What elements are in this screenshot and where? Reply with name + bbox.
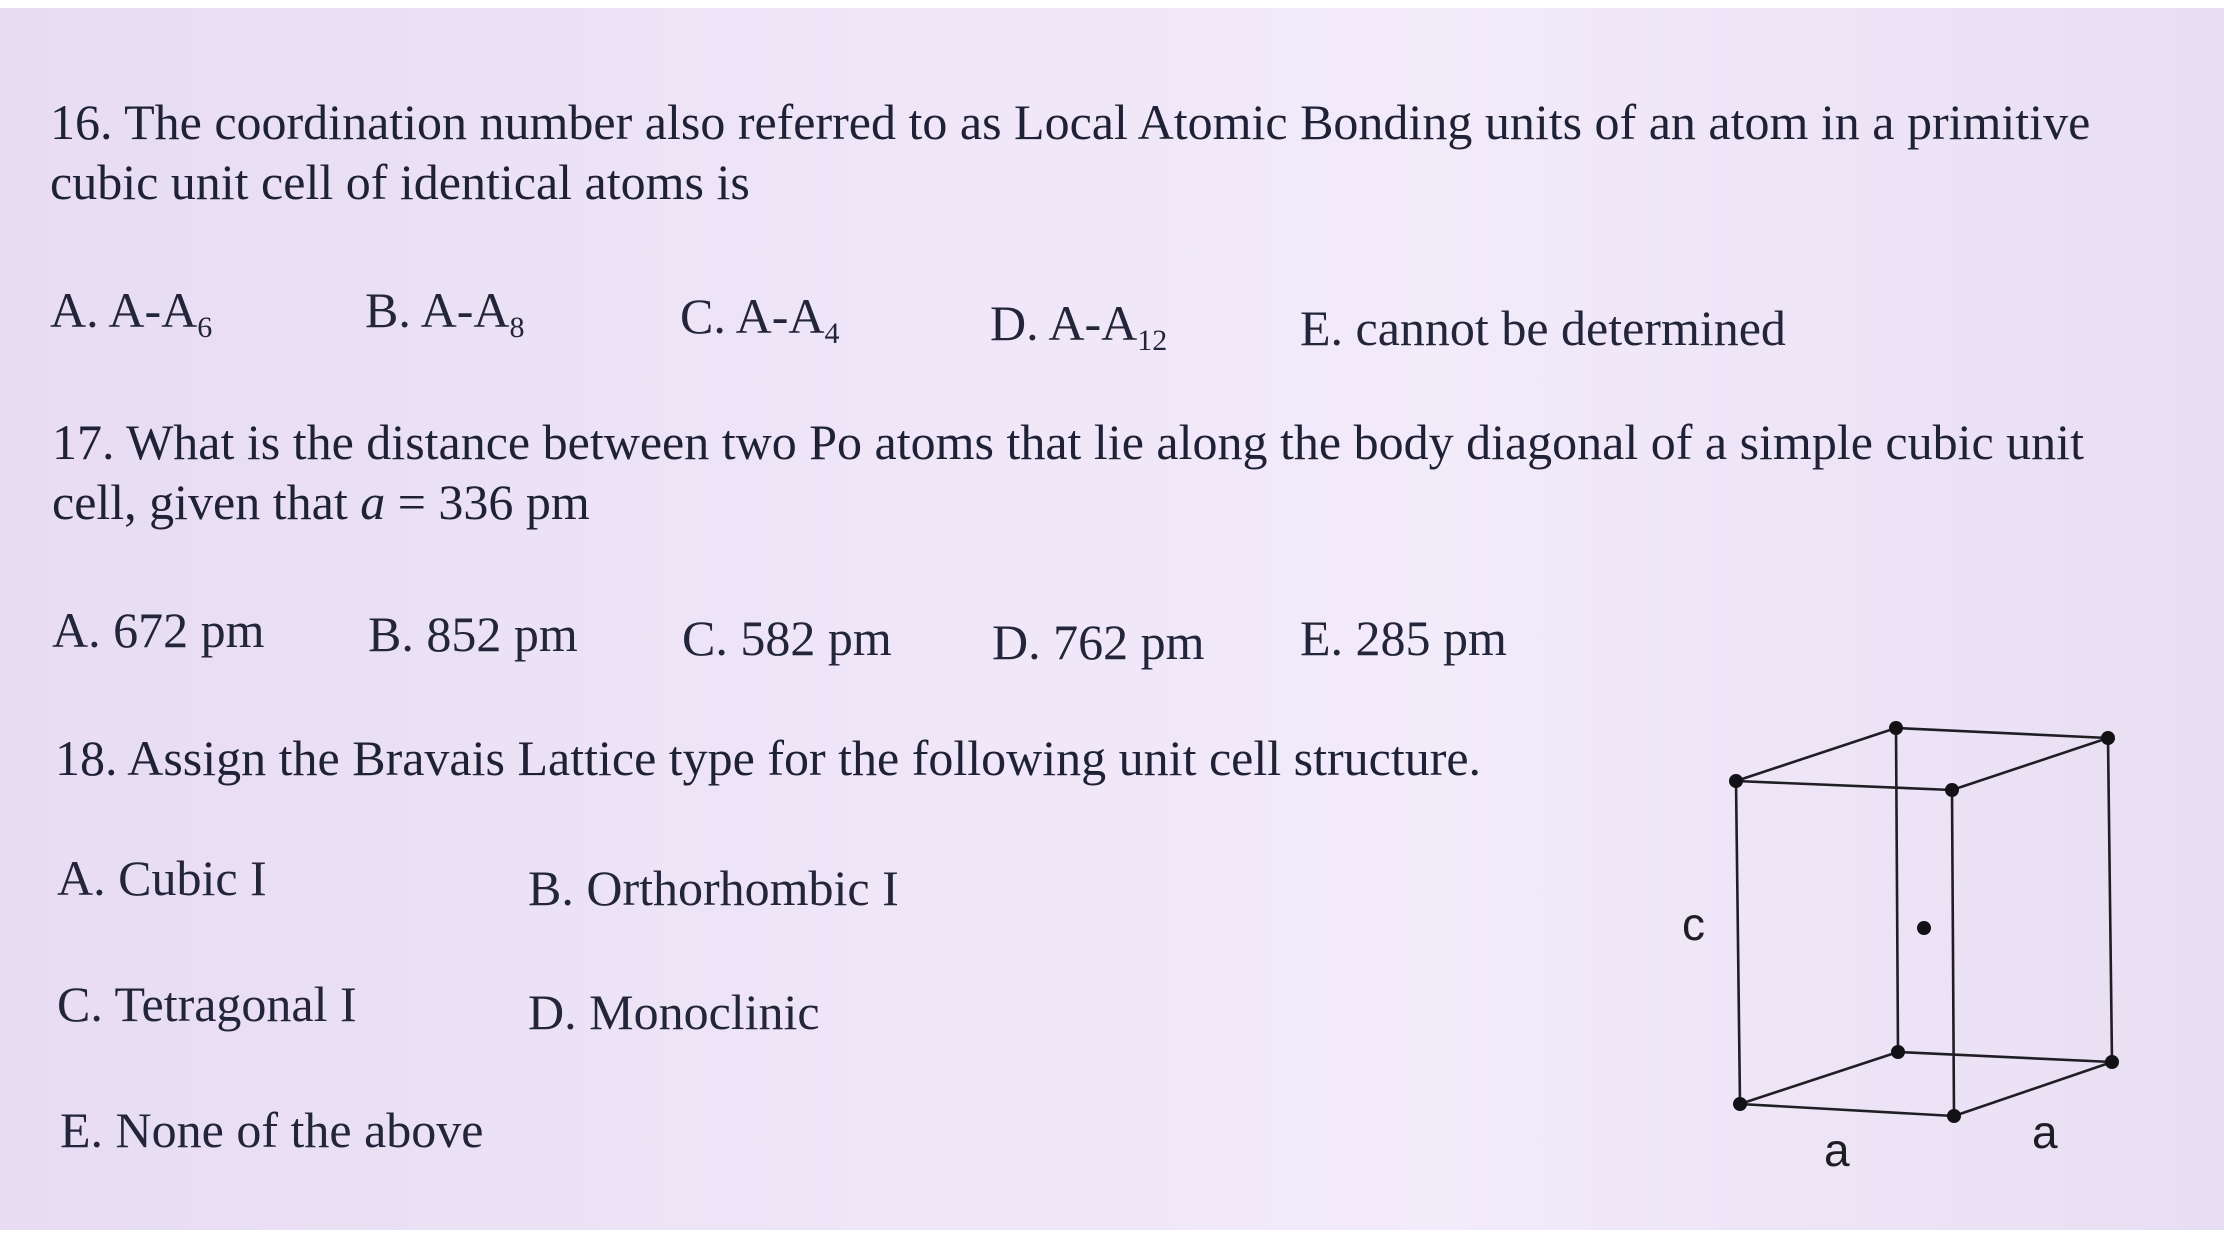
q16-option-b[interactable]	[365, 280, 524, 358]
q17-option-b[interactable]: B. 852 pm	[368, 606, 578, 662]
q16-option-a[interactable]	[50, 280, 212, 358]
option-text: B. A-A	[365, 282, 510, 338]
question-17-line-2-start: cell, given that	[52, 474, 361, 530]
q17-option-a[interactable]: A. 672 pm	[52, 602, 265, 658]
corner-atom	[1947, 1109, 1961, 1123]
corner-atom	[1733, 1097, 1747, 1111]
option-text: D. A-A	[990, 295, 1138, 351]
q18-option-c[interactable]: C. Tetragonal I	[57, 976, 357, 1032]
edge-label-c: c	[1682, 898, 1705, 950]
question-16-line-1: 16. The coordination number also referred to as Local Atomic Bonding units of an atom in a primitive	[50, 94, 2091, 150]
q18-option-e[interactable]: E. None of the above	[60, 1102, 484, 1158]
question-17	[52, 412, 2172, 532]
q18-option-d[interactable]: D. Monoclinic	[528, 984, 820, 1040]
question-17-line-2-end: = 336 pm	[385, 474, 590, 530]
unit-cell-diagram	[1660, 708, 2140, 1178]
question-18-prompt: 18. Assign the Bravais Lattice type for the following unit cell structure.	[55, 730, 1482, 786]
option-subscript: 8	[509, 311, 525, 344]
option-subscript: 4	[824, 317, 840, 350]
lattice-points	[1729, 721, 2119, 1123]
q17-option-e[interactable]: E. 285 pm	[1300, 610, 1507, 666]
q17-option-d[interactable]: D. 762 pm	[992, 614, 1205, 670]
option-subscript: 6	[197, 311, 213, 344]
body-center-atom	[1917, 921, 1931, 935]
question-17-line-1: 17. What is the distance between two Po atoms that lie along the body diagonal of a simple cubic unit	[52, 414, 2084, 470]
corner-atom	[1891, 1045, 1905, 1059]
option-subscript: 12	[1137, 324, 1168, 357]
q18-option-b[interactable]: B. Orthorhombic I	[528, 860, 899, 916]
option-text: E. cannot be determined	[1300, 300, 1786, 356]
edge-label-a-side: a	[2032, 1106, 2058, 1158]
edge-label-a-front: a	[1824, 1124, 1850, 1176]
question-16-line-2: cubic unit cell of identical atoms is	[50, 154, 750, 210]
corner-atom	[2105, 1055, 2119, 1069]
q16-option-e[interactable]	[1300, 298, 1786, 358]
question-16	[50, 92, 2170, 212]
corner-atom	[1729, 774, 1743, 788]
option-text: A. A-A	[50, 282, 198, 338]
worksheet-page	[0, 8, 2224, 1230]
q16-option-d[interactable]	[990, 293, 1167, 371]
corner-atom	[1945, 783, 1959, 797]
corner-atom	[2101, 731, 2115, 745]
q18-option-a[interactable]: A. Cubic I	[57, 850, 267, 906]
q17-option-c[interactable]: C. 582 pm	[682, 610, 892, 666]
q16-option-c[interactable]	[680, 286, 839, 364]
option-text: C. A-A	[680, 288, 825, 344]
question-17-line-2	[52, 472, 2172, 532]
corner-atom	[1889, 721, 1903, 735]
lattice-parameter-symbol: a	[360, 474, 386, 530]
